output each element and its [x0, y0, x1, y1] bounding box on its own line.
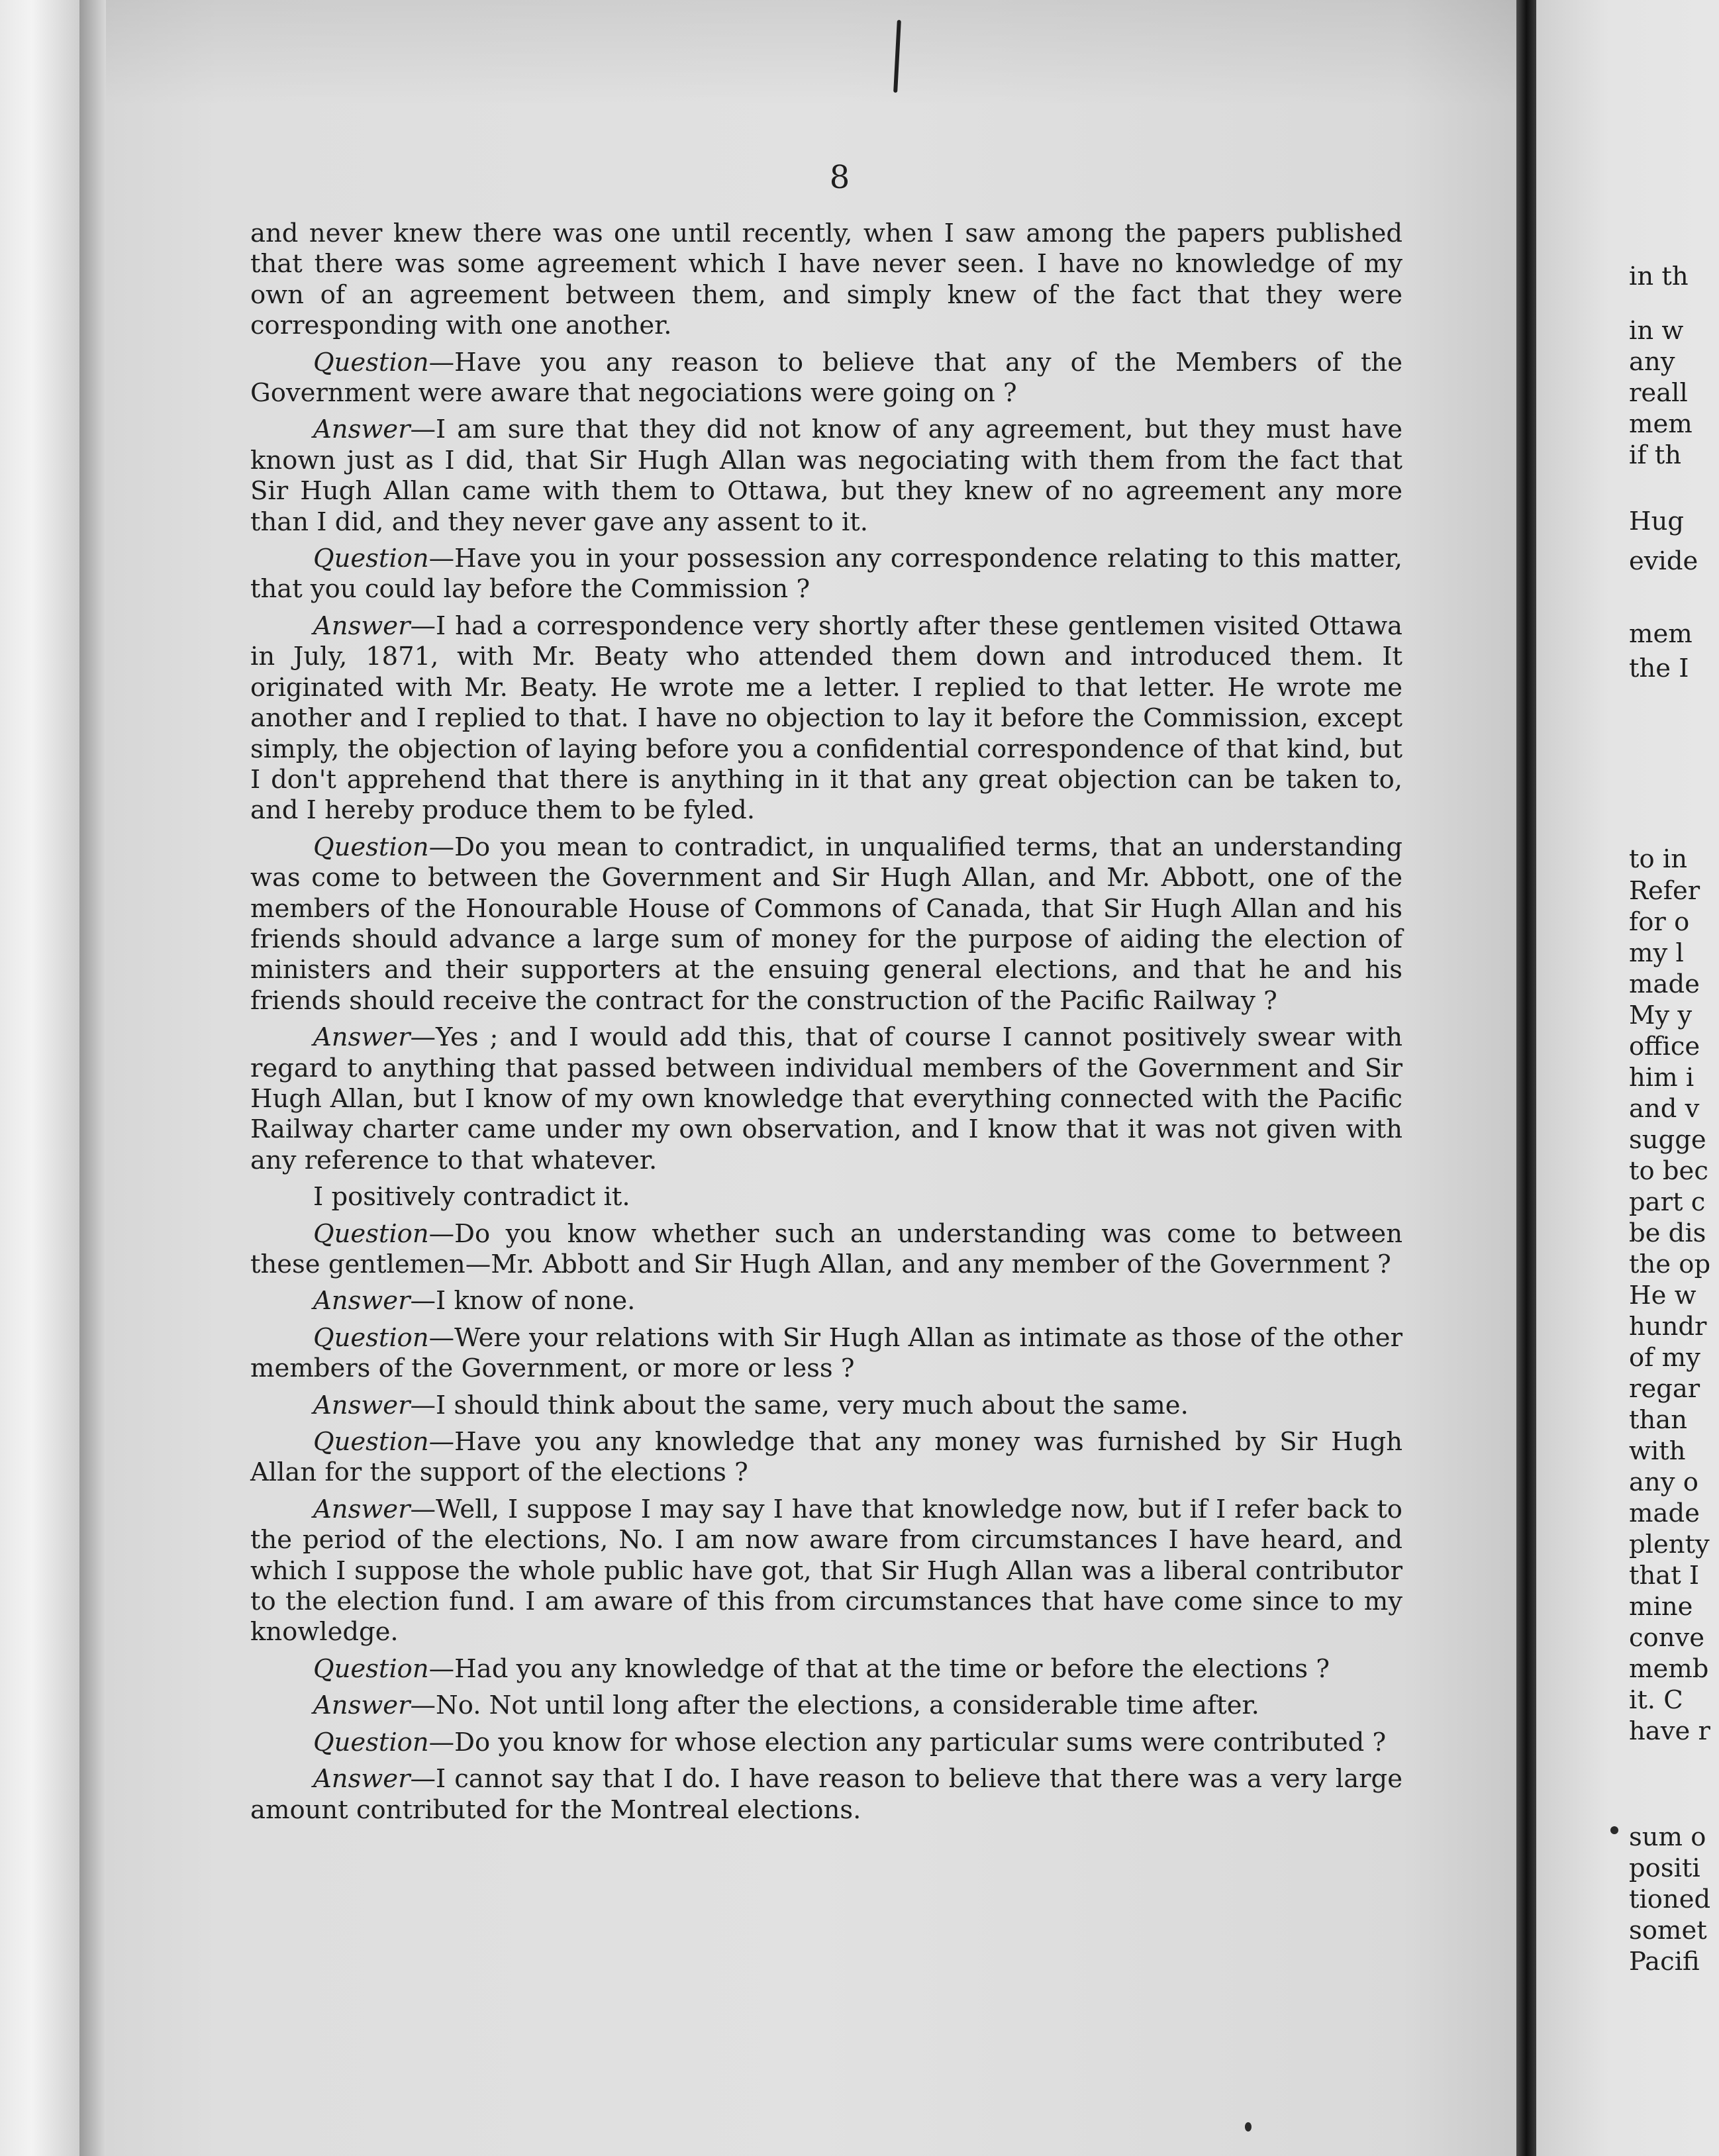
- facing-page-fragment: have r: [1629, 1716, 1710, 1746]
- facing-page-fragment: Pacifi: [1629, 1947, 1700, 1977]
- facing-page-fragment: any: [1629, 347, 1675, 377]
- entry-text: Were your relations with Sir Hugh Allan as intimate as those of the other members of the Government, or more or less ?: [250, 1322, 1402, 1384]
- facing-page-fragment: conve: [1629, 1623, 1705, 1653]
- facing-page-fragment: reall: [1629, 378, 1688, 408]
- entry-text: I cannot say that I do. I have reason to believe that there was a very large amount contributed for the Montreal elections.: [250, 1764, 1402, 1825]
- answer-paragraph: Answer—No. Not until long after the elections, a considerable time after.: [313, 1690, 1259, 1721]
- ink-speck: [1610, 1826, 1618, 1834]
- facing-page-fragment: mem: [1629, 619, 1693, 649]
- entry-text: I positively contradict it.: [313, 1182, 630, 1212]
- facing-page-fragment: sum o: [1629, 1822, 1706, 1852]
- entry-text: No. Not until long after the elections, a considerable time after.: [436, 1690, 1259, 1721]
- left-margin-strip: [0, 0, 79, 2156]
- facing-page-fragment: made: [1629, 1498, 1700, 1528]
- page-number: 8: [829, 159, 850, 196]
- answer-paragraph: Answer—I know of none.: [313, 1286, 636, 1316]
- facing-page-fragment: the I: [1629, 654, 1689, 683]
- answer-paragraph: Answer—Yes ; and I would add this, that of course I cannot positively swear with regard to anything that passed between individual members of the Government and Sir Hugh Allan, but I know of my own knowledge that everything connected with the Pacific Railway charter came under my own observation, and I know that it was not given with any reference to that whatever.: [250, 1022, 1402, 1175]
- facing-page-fragment: to in: [1629, 844, 1687, 874]
- statement-paragraph: [250, 1182, 1402, 1212]
- facing-page-fragment: my l: [1629, 938, 1684, 968]
- entry-text: Do you know whether such an understanding was come to between these gentlemen—Mr. Abbott and Sir Hugh Allan, and any member of the Government ?: [250, 1218, 1402, 1279]
- facing-page-fragment: somet: [1629, 1916, 1707, 1945]
- entry-text: Have you any reason to believe that any of the Members of the Government were aware that negociations were going on ?: [250, 347, 1402, 409]
- question-paragraph: Question—Do you know for whose election any particular sums were contributed ?: [313, 1727, 1387, 1757]
- page-left-edge: [79, 0, 106, 2156]
- answer-label: Answer: [313, 1286, 411, 1316]
- question-paragraph: Question—Do you know whether such an understanding was come to between these gentlemen—Mr. Abbott and Sir Hugh Allan, and any member of the Government ?: [250, 1218, 1402, 1279]
- facing-page-fragment: to bec: [1629, 1156, 1708, 1186]
- facing-page-fragment: than: [1629, 1405, 1688, 1435]
- facing-page-fragment: evide: [1629, 546, 1698, 576]
- answer-paragraph: Answer—Well, I suppose I may say I have that knowledge now, but if I refer back to the period of the elections, No. I am now aware from circumstances I have heard, and which I suppose the whole public have got, that Sir Hugh Allan was a liberal contributor to the election fund. I am aware of this from circumstances that have come since to my knowledge.: [250, 1494, 1402, 1647]
- question-paragraph: Question—Had you any knowledge of that at the time or before the elections ?: [313, 1653, 1330, 1684]
- facing-page-fragment: positi: [1629, 1853, 1700, 1883]
- facing-page-fragment: He w: [1629, 1281, 1696, 1310]
- facing-page-fragment: of my: [1629, 1343, 1700, 1373]
- question-label: Question: [313, 347, 429, 377]
- facing-page-fragment: regar: [1629, 1374, 1700, 1404]
- facing-page-fragment: any o: [1629, 1467, 1698, 1497]
- question-label: Question: [313, 832, 429, 862]
- entry-text: Had you any knowledge of that at the time or before the elections ?: [454, 1653, 1330, 1684]
- entry-text: I know of none.: [436, 1286, 636, 1316]
- testimony-entries: [250, 348, 1402, 1826]
- facing-page-fragment: the op: [1629, 1250, 1711, 1279]
- answer-label: Answer: [313, 1022, 411, 1053]
- facing-page-fragment: My y: [1629, 1001, 1693, 1030]
- answer-label: Answer: [313, 1764, 411, 1794]
- facing-page-fragment: in th: [1629, 262, 1689, 291]
- answer-paragraph: Answer—I should think about the same, very much about the same.: [313, 1390, 1189, 1420]
- answer-label: Answer: [313, 611, 411, 641]
- question-label: Question: [313, 544, 429, 574]
- facing-page-fragment: it. C: [1629, 1685, 1683, 1715]
- answer-paragraph: Answer—I had a correspondence very shortly after these gentlemen visited Ottawa in July, 1871, with Mr. Beaty who attended them down and introduced them. It originated with Mr. Beaty. He wrote me a letter. I replied to that letter. He wrote me another and I replied to that. I have no objection to lay it before the Commission, except simply, the objection of laying before you a confidential correspondence of that kind, but I don't apprehend that there is anything in it that any great objection can be taken to, and I hereby produce them to be fyled.: [250, 611, 1402, 826]
- facing-page-fragment: memb: [1629, 1654, 1709, 1684]
- facing-page-fragment: mem: [1629, 409, 1693, 439]
- entry-text: Have you in your possession any correspondence relating to this matter, that you could lay before the Commission ?: [250, 544, 1402, 605]
- testimony-text: [250, 219, 1402, 1832]
- facing-page-fragment: that I: [1629, 1561, 1700, 1591]
- question-paragraph: Question—Do you mean to contradict, in unqualified terms, that an understanding was come to between the Government and Sir Hugh Allan, and Mr. Abbott, one of the members of the Honourable House of Commons of Canada, that Sir Hugh Allan and his friends should advance a large sum of money for the purpose of aiding the election of ministers and their supporters at the ensuing general elections, and that he and his friends should receive the contract for the construction of the Pacific Railway ?: [250, 832, 1402, 1016]
- answer-label: Answer: [313, 1494, 411, 1524]
- facing-page-fragment: part c: [1629, 1187, 1706, 1217]
- answer-paragraph: Answer—I am sure that they did not know of any agreement, but they must have known just as I did, that Sir Hugh Allan was negociating with them from the fact that Sir Hugh Allan came with them to Ottawa, but they knew of no agreement any more than I did, and they never gave any assent to it.: [250, 415, 1402, 537]
- entry-text: Do you mean to contradict, in unqualified terms, that an understanding was come to between the Government and Sir Hugh Allan, and Mr. Abbott, one of the members of the Honourable House of Commons of Canada, that Sir Hugh Allan and his friends should advance a large sum of money for the purpose of aiding the election of ministers and their supporters at the ensuing general elections, and that he and his friends should receive the contract for the construction of the Pacific Railway ?: [250, 832, 1402, 1016]
- facing-page-fragment: sugge: [1629, 1125, 1706, 1155]
- question-label: Question: [313, 1427, 429, 1457]
- facing-page-fragment: him i: [1629, 1063, 1694, 1093]
- answer-label: Answer: [313, 1390, 411, 1420]
- entry-text: Yes ; and I would add this, that of course I cannot positively swear with regard to anything that passed between individual members of the Government and Sir Hugh Allan, but I know of my own knowledge that everything connected with the Pacific Railway charter came under my own observation, and I know that it was not given with any reference to that whatever.: [250, 1022, 1402, 1175]
- page-top-shade: [106, 0, 1516, 106]
- facing-page-fragment: be dis: [1629, 1218, 1706, 1248]
- entry-text: I am sure that they did not know of any agreement, but they must have known just as I did, that Sir Hugh Allan was negociating with them from the fact that Sir Hugh Allan came with them to Ottawa, but they knew of no agreement any more than I did, and they never gave any assent to it.: [250, 415, 1402, 537]
- opening-paragraph: and never knew there was one until recently, when I saw among the papers published that there was some agreement which I have never seen. I have no knowledge of my own of an agreement between them, and simply knew of the fact that they were corresponding with one another.: [250, 219, 1402, 341]
- facing-page-fragment: for o: [1629, 907, 1690, 937]
- facing-page-fragment: Hug: [1629, 507, 1685, 536]
- facing-page-fragment: office: [1629, 1032, 1700, 1061]
- answer-label: Answer: [313, 415, 411, 445]
- facing-page-fragment: if th: [1629, 440, 1682, 470]
- facing-page-fragment: with: [1629, 1436, 1686, 1466]
- facing-page-fragment: plenty: [1629, 1530, 1710, 1559]
- facing-page-fragment: hundr: [1629, 1312, 1707, 1342]
- question-label: Question: [313, 1322, 429, 1353]
- answer-label: Answer: [313, 1690, 411, 1721]
- facing-page-fragment: mine: [1629, 1592, 1693, 1622]
- question-label: Question: [313, 1727, 429, 1757]
- question-paragraph: Question—Were your relations with Sir Hugh Allan as intimate as those of the other members of the Government, or more or less ?: [250, 1322, 1402, 1384]
- entry-text: Have you any knowledge that any money was furnished by Sir Hugh Allan for the support of the elections ?: [250, 1427, 1402, 1488]
- question-paragraph: Question—Have you in your possession any correspondence relating to this matter, that you could lay before the Commission ?: [250, 544, 1402, 605]
- facing-page-fragment: made: [1629, 969, 1700, 999]
- facing-page-fragment: Refer: [1629, 876, 1700, 906]
- entry-text: I had a correspondence very shortly after these gentlemen visited Ottawa in July, 1871, with Mr. Beaty who attended them down and introduced them. It originated with Mr. Beaty. He wrote me a letter. I replied to that letter. He wrote me another and I replied to that. I have no objection to lay it before the Commission, except simply, the objection of laying before you a confidential correspondence of that kind, but I don't apprehend that there is anything in it that any great objection can be taken to, and I hereby produce them to be fyled.: [250, 611, 1402, 826]
- question-paragraph: Question—Have you any reason to believe that any of the Members of the Government were aware that negociations were going on ?: [250, 347, 1402, 409]
- ink-speck: [1245, 2122, 1252, 2132]
- facing-page-fragment: tioned: [1629, 1885, 1711, 1914]
- book-gutter: [1516, 0, 1536, 2156]
- question-paragraph: Question—Have you any knowledge that any money was furnished by Sir Hugh Allan for the support of the elections ?: [250, 1427, 1402, 1488]
- question-label: Question: [313, 1653, 429, 1684]
- facing-page-fragment: in w: [1629, 316, 1684, 346]
- question-label: Question: [313, 1218, 429, 1249]
- entry-text: I should think about the same, very much about the same.: [436, 1390, 1189, 1420]
- answer-paragraph: Answer—I cannot say that I do. I have reason to believe that there was a very large amount contributed for the Montreal elections.: [250, 1764, 1402, 1825]
- entry-text: Do you know for whose election any particular sums were contributed ?: [454, 1727, 1387, 1757]
- entry-text: Well, I suppose I may say I have that knowledge now, but if I refer back to the period of the elections, No. I am now aware from circumstances I have heard, and which I suppose the whole public have got, that Sir Hugh Allan was a liberal contributor to the election fund. I am aware of this from circumstances that have come since to my knowledge.: [250, 1494, 1402, 1647]
- facing-page-fragment: and v: [1629, 1094, 1700, 1124]
